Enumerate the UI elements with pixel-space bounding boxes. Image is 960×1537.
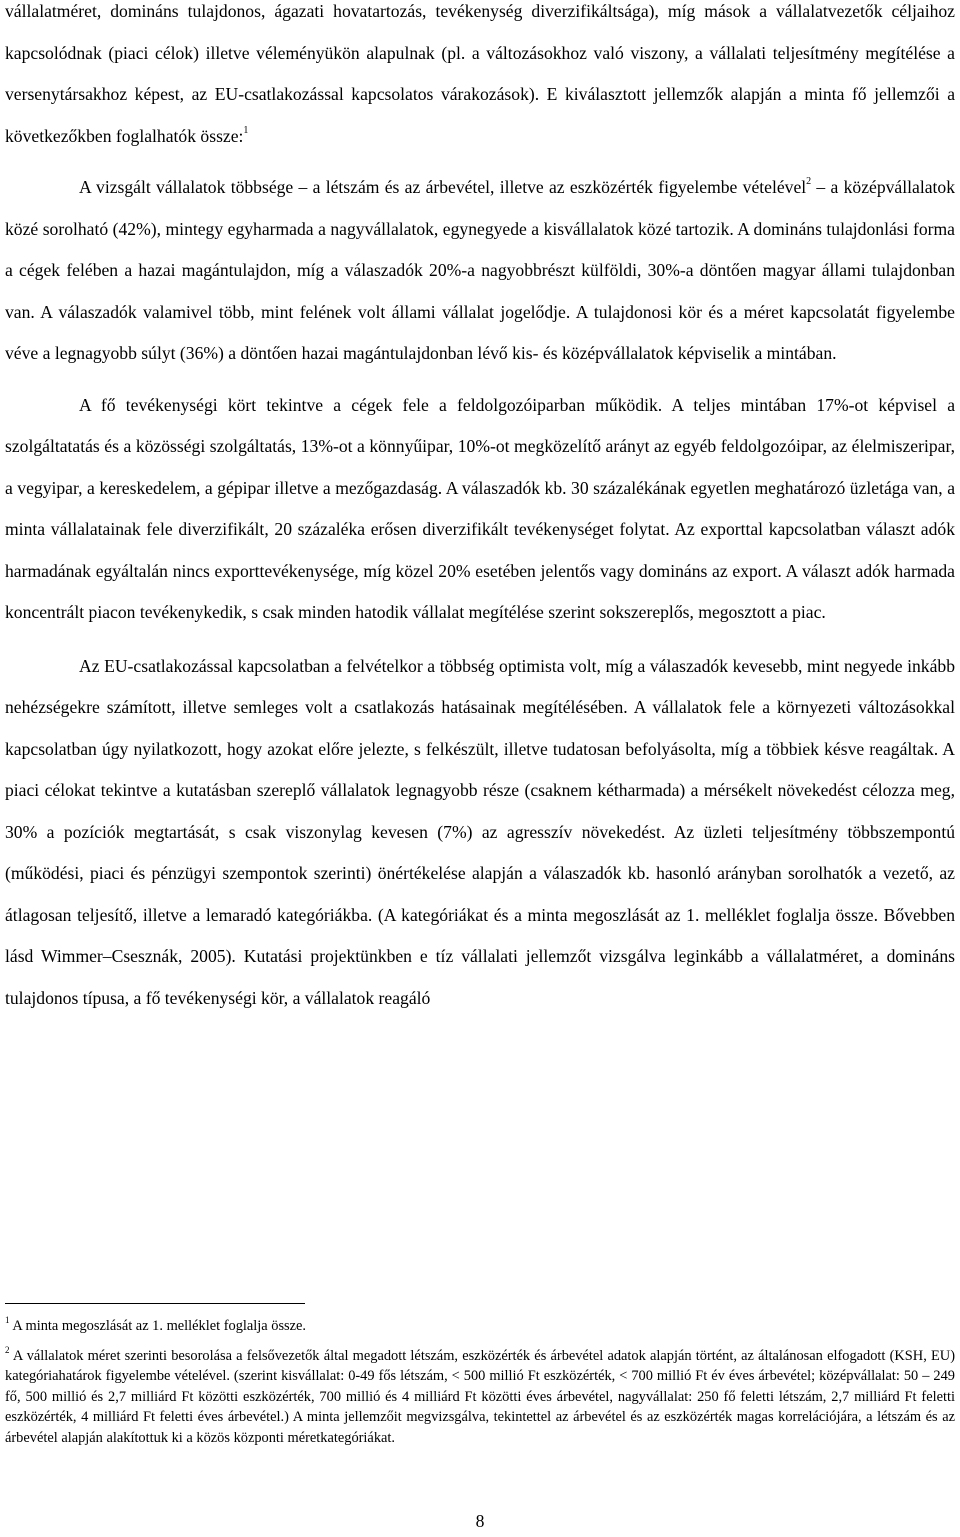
page-number: 8 — [475, 1511, 485, 1531]
spacer — [5, 634, 955, 646]
paragraph — [5, 385, 955, 634]
paragraph-text: – a középvállalatok közé sorolható (42%), mintegy egyharmada a nagyvállalatok, egynegyede a kisvállalatok közé tartozik. A domináns tulajdonlási forma a cégek felében a hazai magántulajdon, míg a válaszadók 20%-a nagyobbrészt külföldi, 30%-a döntően magyar állami tulajdonban van. A válaszadók valamivel több, mint felének volt állami vállalat jogelődje. A tulajdonosi kör és a méret kapcsolatát figyelembe véve a legnagyobb súlyt (36%) a döntően hazai magántulajdonban lévő kis- és középvállalatok képviselik a mintában. — [5, 177, 955, 363]
paragraph-text: A vizsgált vállalatok többsége – a létszám és az árbevétel, illetve az eszközérték figyelembe vételével — [79, 177, 807, 197]
paragraph-text: Az EU-csatlakozással kapcsolatban a felvételkor a többség optimista volt, míg a válaszadók kevesebb, mint negyede inkább nehézségekre számított, illetve semleges volt a csatlakozás hatásainak megítélésében. A vállalatok fele a környezeti változásokkal kapcsolatban úgy nyilatkozott, hogy azokat előre jelezte, s felkészült, illetve tudatosan befolyásolta, míg a többiek késve reagáltak. A piaci célokat tekintve a kutatásban szereplő vállalatok legnagyobb része (csaknem kétharmada) a mérsékelt növekedést célozza meg, 30% a pozíciók megtartását, s csak viszonylag kevesen (7%) az agresszív növekedést. Az üzleti teljesítmény többszempontú (működési, piaci és pénzügyi szempontok szerinti) önértékelése alapján a válaszadók kb. hasonló arányban sorolhatók a vezető, az átlagosan teljesítő, illetve a lemaradó kategóriákba. (A kategóriákat és a minta megoszlását az 1. melléklet foglalja össze. Bővebben lásd Wimmer–Csesznák, 2005). Kutatási projektünkben e tíz vállalati jellemzőt vizsgálva leginkább a vállalatméret, a domináns tulajdonos típusa, a fő tevékenységi kör, a vállalatok reagáló — [5, 655, 955, 1008]
footnote-separator — [5, 1303, 305, 1304]
footnote-text: A minta megoszlását az 1. melléklet foglalja össze. — [12, 1318, 307, 1334]
paragraph — [5, 646, 955, 1020]
footnote-ref[interactable]: 1 — [243, 124, 249, 136]
spacer — [5, 375, 955, 385]
paragraph-text: A fő tevékenységi kört tekintve a cégek fele a feldolgozóiparban működik. A teljes mintában 17%-ot képvisel a szolgáltatatás és a közösségi szolgáltatás, 13%-ot a könnyűipar, 10%-ot megközelítő arányt az egyéb feldolgozóipar, az élelmiszeripar, a vegyipar, a kereskedelem, a gépipar illetve a mezőgazdaság. A válaszadók kb. 30 százalékának egyetlen meghatározó üzletága van, a minta vállalatainak fele diverzifikált, 20 százaléka erősen diverzifikált tevékenységet folytat. Az exporttal kapcsolatban választ adók harmadának egyáltalán nincs exporttevékenysége, míg közel 20% esetében jelentős vagy domináns az export. A választ adók harmada koncentrált piacon tevékenykedik, s csak minden hatodik vállalat megítélése szerint sokszereplős, megosztott a piac. — [5, 394, 955, 622]
footnote-text: A vállalatok méret szerinti besorolása a felsővezetők által megadott létszám, eszközérték és árbevétel adatok alapján történt, az általánosan elfogadott (KSH, EU) kategóriahatárok figyelembe vételével. (szerint kisvállalat: 0-49 fős létszám, < 500 millió Ft eszközérték, < 700 millió Ft év éves árbevétel; középvállalat: 50 – 249 fő, 500 millió és 2,7 milliárd Ft közötti eszközérték, 700 millió és 4 milliárd Ft közötti éves árbevétel, nagyvállalat: 250 fő feletti létszám, 2,7 milliárd Ft feletti eszközérték, 4 milliárd Ft feletti éves árbevétel.) A minta jellemzőit megvizsgálva, tekintettel az árbevétel és az eszközérték magas korrelációjára, a létszám és az árbevétel alapján alakítottuk ki a közös központi méretkategóriákat. — [5, 1347, 955, 1446]
paragraph — [5, 0, 955, 157]
spacer — [5, 157, 955, 167]
footnote-number: 1 — [5, 1315, 10, 1326]
footnote-ref[interactable]: 2 — [806, 176, 812, 188]
footnote — [5, 1316, 955, 1337]
paragraph — [5, 167, 955, 375]
paragraph-text: vállalatméret, domináns tulajdonos, ágazati hovatartozás, tevékenység diverzifikáltsága), míg mások a vállalatvezetők céljaihoz kapcsolódnak (piaci célok) illetve véleményükön alapulnak (pl. a változásokhoz való viszony, a vállalati teljesítmény megítélése a versenytársakhoz képest, az EU-csatlakozással kapcsolatos várakozások). E kiválasztott jellemzők alapján a minta fő jellemzői a következőkben foglalhatók össze: — [5, 1, 955, 146]
footnote — [5, 1346, 955, 1449]
footnote-number: 2 — [5, 1344, 10, 1355]
body-text — [5, 0, 955, 1019]
footnotes — [5, 1316, 955, 1449]
